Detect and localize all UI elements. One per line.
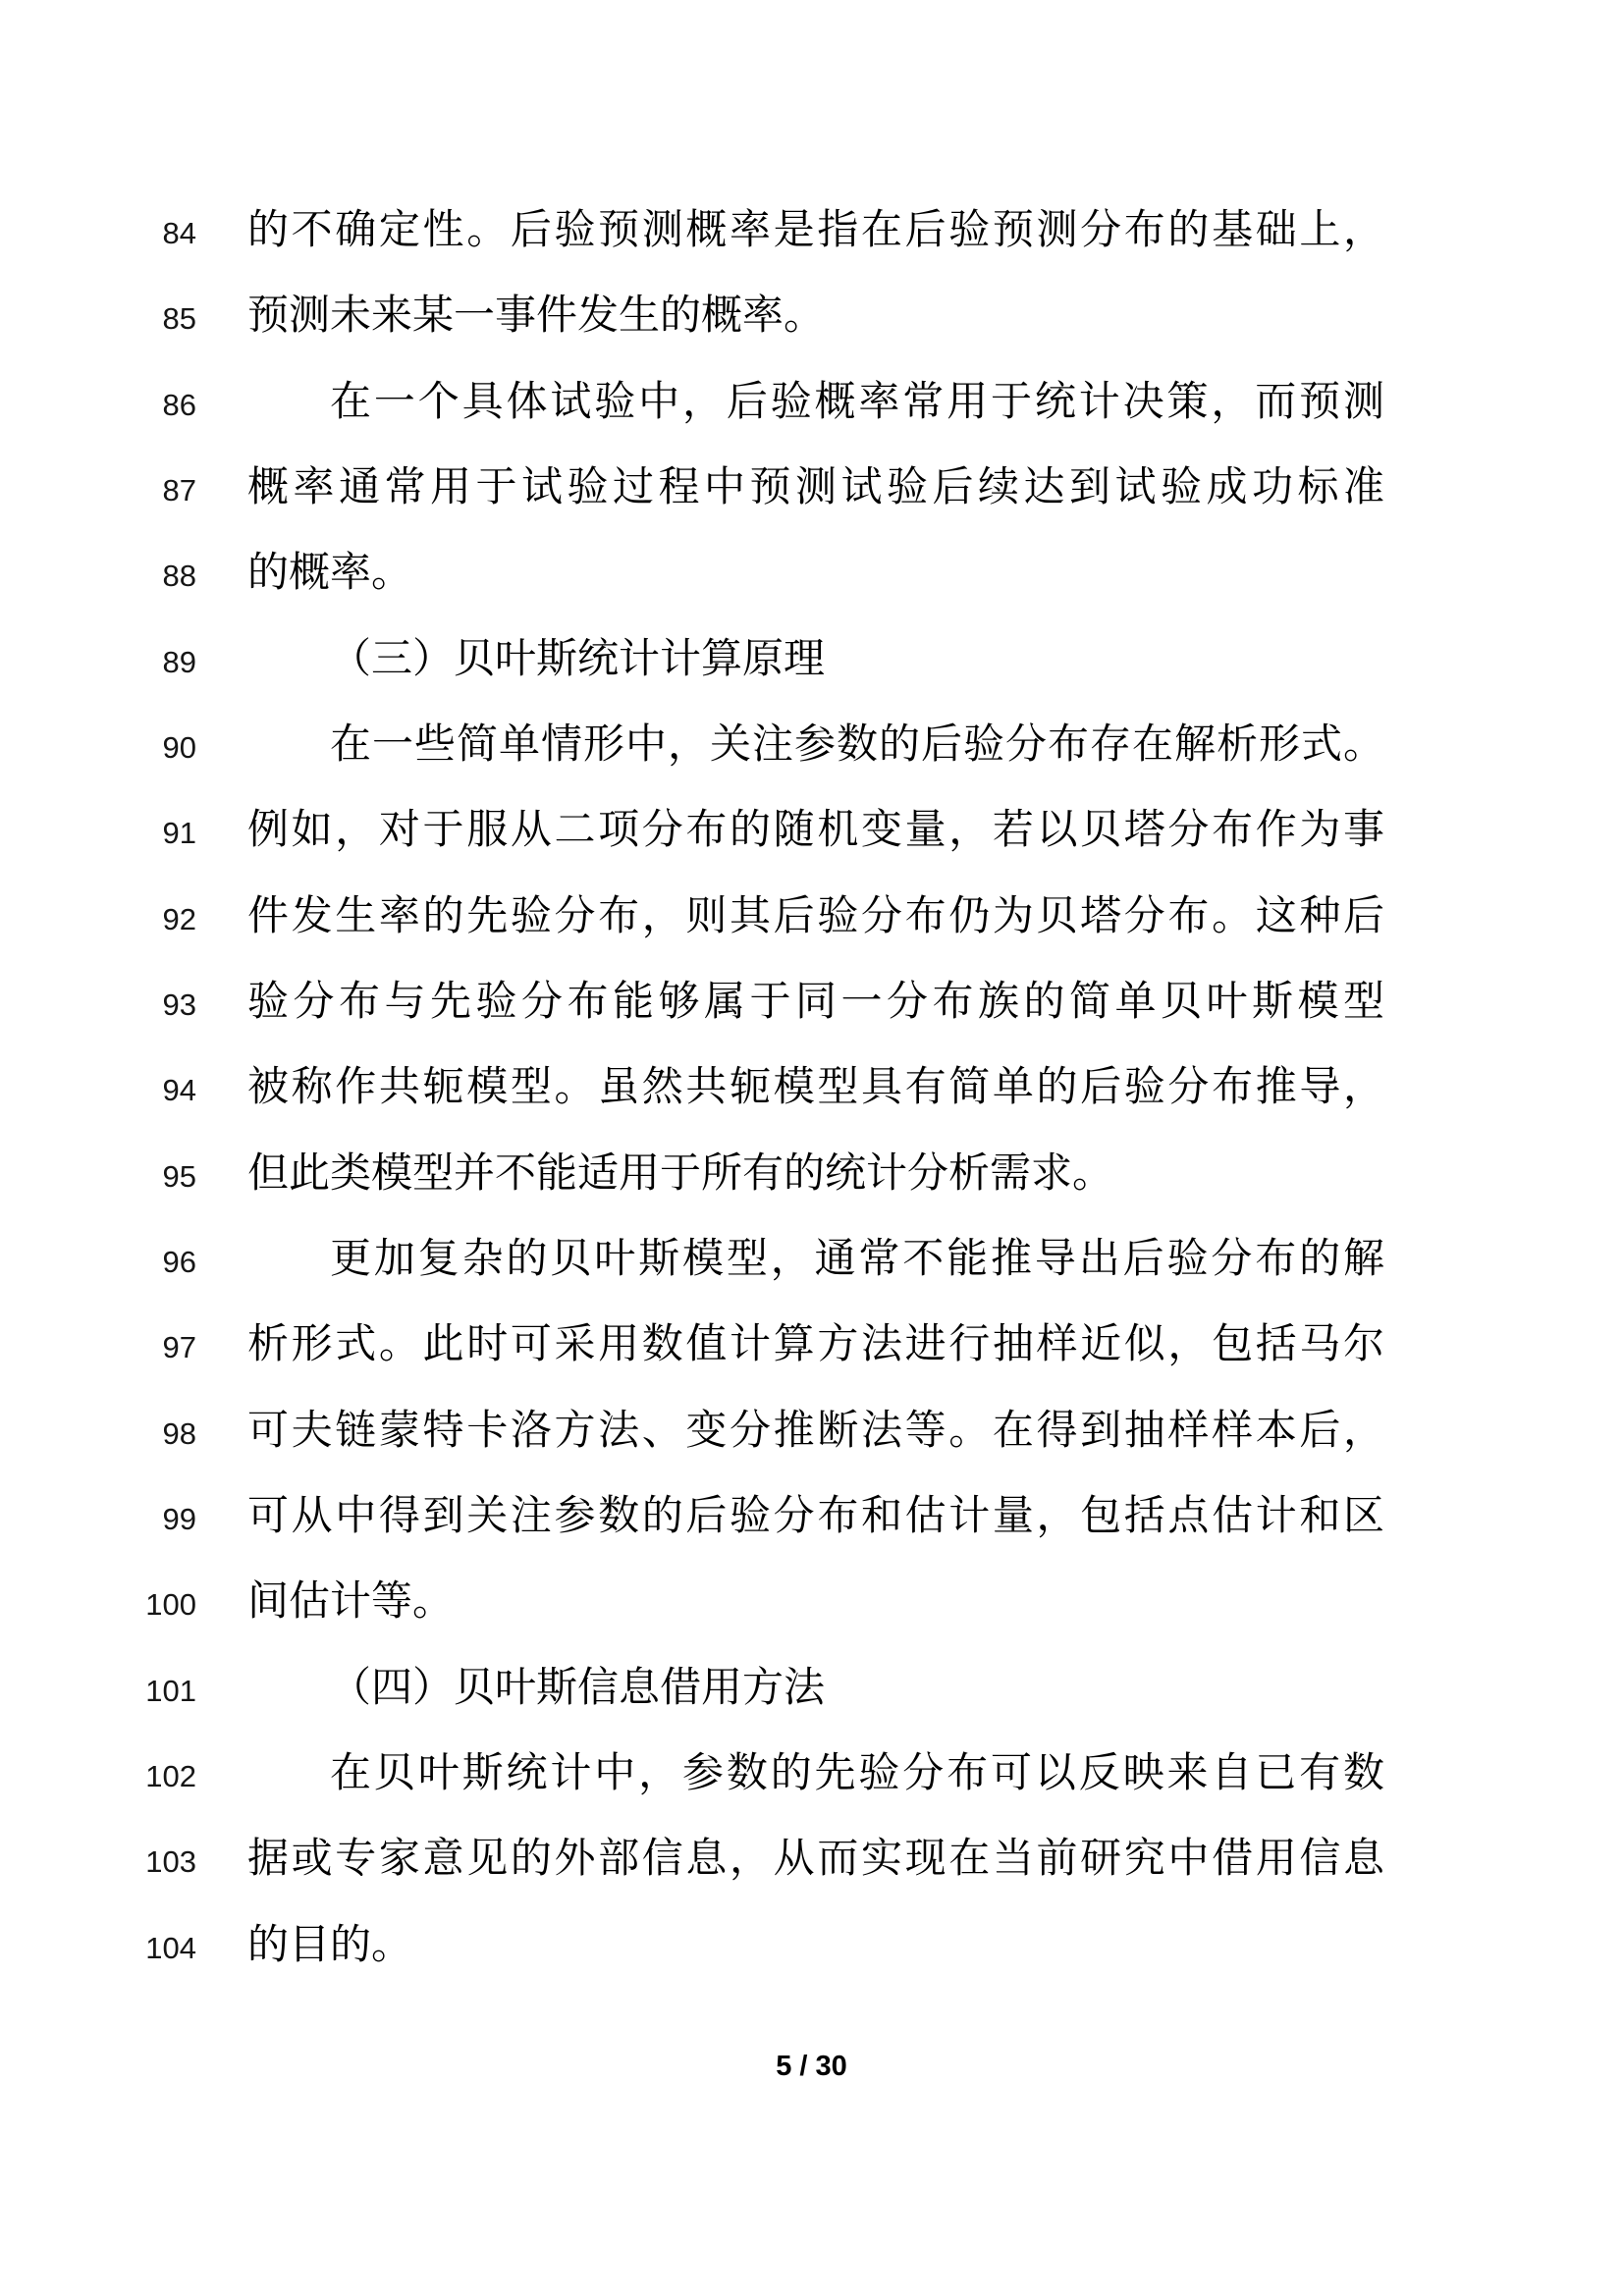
- document-line: [0, 1748, 1623, 1799]
- line-number: 92: [162, 901, 196, 936]
- document-line: [0, 1148, 1623, 1200]
- line-number: 95: [162, 1158, 196, 1194]
- document-line: [0, 1491, 1623, 1542]
- line-number: 97: [162, 1330, 196, 1365]
- line-number: 103: [145, 1844, 196, 1880]
- line-number: 84: [162, 216, 196, 250]
- line-text: 的不确定性。后验预测概率是指在后验预测分布的基础上，: [247, 208, 1384, 253]
- document-line: [0, 377, 1623, 428]
- section-heading-text: （四）贝叶斯信息借用方法: [330, 1665, 826, 1711]
- line-text: 可从中得到关注参数的后验分布和估计量，包括点估计和区: [247, 1493, 1384, 1539]
- line-number: 98: [162, 1415, 196, 1451]
- document-line: [0, 1920, 1623, 1971]
- line-text: 在一个具体试验中，后验概率常用于统计决策，而预测: [330, 379, 1384, 425]
- document-line: [0, 1062, 1623, 1113]
- line-text: 被称作共轭模型。虽然共轭模型具有简单的后验分布推导，: [247, 1065, 1384, 1111]
- line-number: 91: [162, 816, 196, 851]
- line-number: 94: [162, 1073, 196, 1108]
- line-number: 87: [162, 472, 196, 507]
- line-number: 96: [162, 1244, 196, 1279]
- document-line: [0, 548, 1623, 599]
- line-number: 86: [162, 387, 196, 422]
- line-number: 93: [162, 987, 196, 1022]
- line-number: 101: [145, 1673, 196, 1708]
- line-text: 预测未来某一事件发生的概率。: [247, 294, 826, 340]
- line-number: 89: [162, 644, 196, 679]
- line-text: 更加复杂的贝叶斯模型，通常不能推导出后验分布的解: [330, 1236, 1384, 1282]
- document-line: [0, 291, 1623, 342]
- document-line: [0, 1319, 1623, 1370]
- document-heading-line: [0, 634, 1623, 685]
- line-text: 析形式。此时可采用数值计算方法进行抽样近似，包括马尔: [247, 1322, 1384, 1368]
- line-text: 间估计等。: [247, 1579, 455, 1626]
- line-text: 例如，对于服从二项分布的随机变量，若以贝塔分布作为事: [247, 808, 1384, 854]
- page-number-footer: 5 / 30: [776, 2051, 847, 2082]
- document-line: [0, 720, 1623, 771]
- section-heading-text: （三）贝叶斯统计计算原理: [330, 636, 826, 682]
- line-text: 据或专家意见的外部信息，从而实现在当前研究中借用信息: [247, 1837, 1384, 1883]
- line-number: 100: [145, 1587, 196, 1623]
- line-number: 102: [145, 1758, 196, 1793]
- line-text: 的目的。: [247, 1922, 413, 1968]
- document-line: [0, 462, 1623, 513]
- line-text: 在一些简单情形中，关注参数的后验分布存在解析形式。: [330, 721, 1384, 768]
- document-line: [0, 891, 1623, 942]
- line-text: 件发生率的先验分布，则其后验分布仍为贝塔分布。这种后: [247, 893, 1384, 939]
- line-text: 但此类模型并不能适用于所有的统计分析需求。: [247, 1150, 1114, 1197]
- line-number: 88: [162, 559, 196, 594]
- line-text: 概率通常用于试验过程中预测试验后续达到试验成功标准: [247, 464, 1384, 510]
- document-line: [0, 205, 1623, 256]
- line-text: 在贝叶斯统计中，参数的先验分布可以反映来自已有数: [330, 1750, 1384, 1796]
- line-text: 验分布与先验分布能够属于同一分布族的简单贝叶斯模型: [247, 979, 1384, 1025]
- document-heading-line: [0, 1663, 1623, 1714]
- document-line: [0, 1406, 1623, 1457]
- line-text: 的概率。: [247, 551, 413, 597]
- line-number: 104: [145, 1930, 196, 1965]
- line-number: 99: [162, 1501, 196, 1536]
- document-line: [0, 1834, 1623, 1885]
- line-number: 90: [162, 729, 196, 765]
- document-line: [0, 805, 1623, 856]
- line-number: 85: [162, 301, 196, 337]
- document-line: [0, 1234, 1623, 1285]
- line-text: 可夫链蒙特卡洛方法、变分推断法等。在得到抽样样本后，: [247, 1408, 1384, 1454]
- document-line: [0, 1576, 1623, 1628]
- document-line: [0, 977, 1623, 1028]
